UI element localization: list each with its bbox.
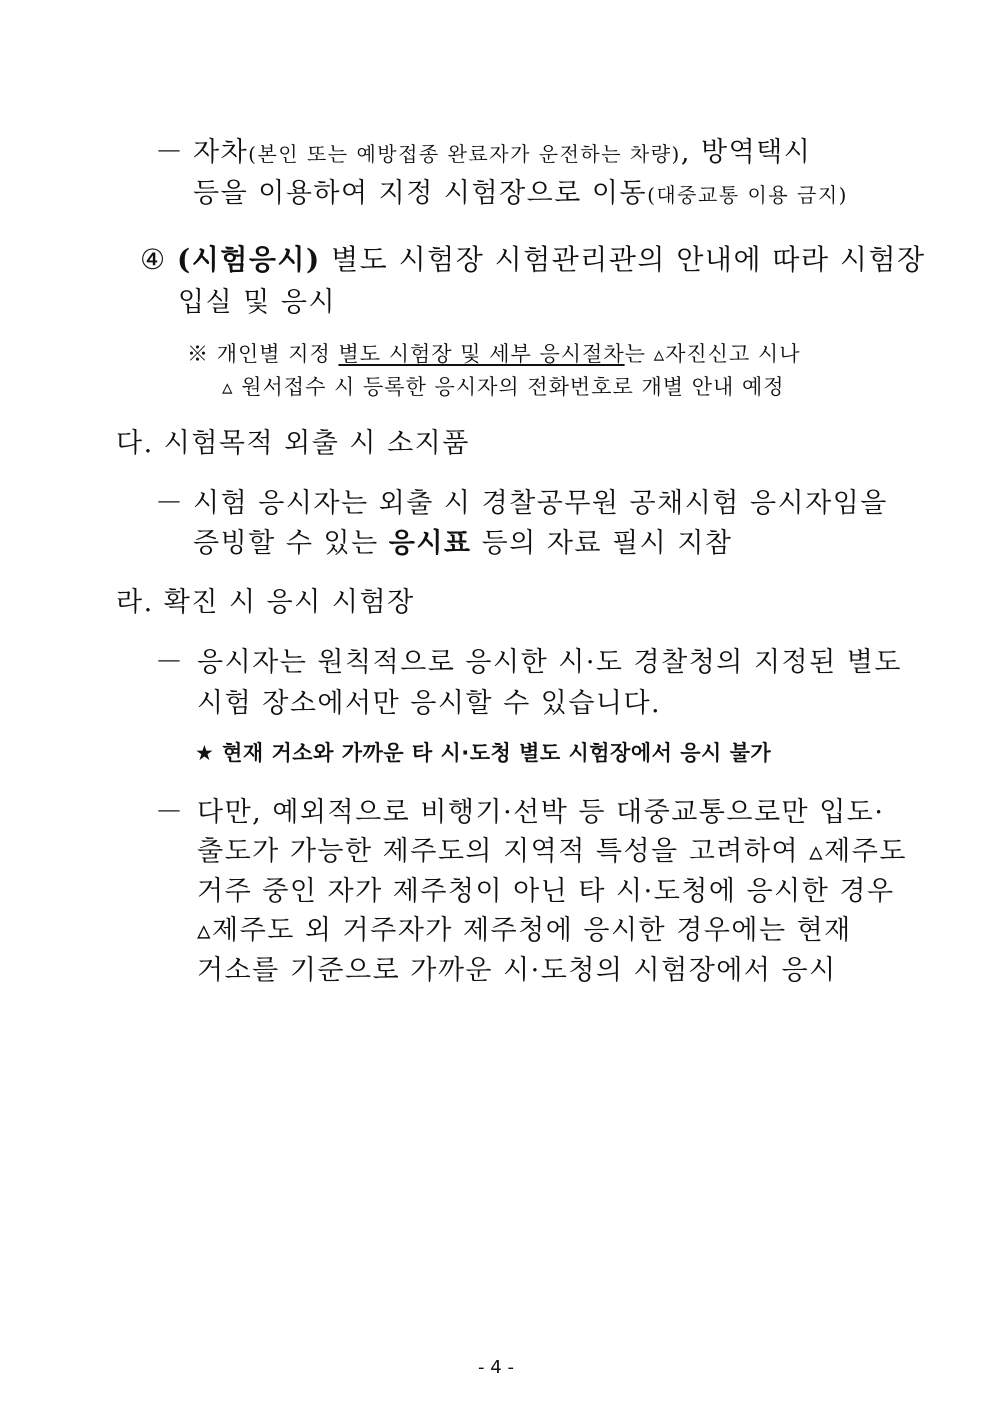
text-span: , 방역택시 xyxy=(680,137,812,168)
paragraph-line: 거소를 기준으로 가까운 시·도청의 시험장에서 응시 xyxy=(197,955,837,986)
paragraph-line: 거주 중인 자가 제주청이 아닌 타 시·도청에 응시한 경우 xyxy=(197,876,895,907)
paragraph-line: 출도가 가능한 제주도의 지역적 특성을 고려하여 ▵제주도 xyxy=(197,836,907,867)
section-heading: 다. 시험목적 외출 시 소지품 xyxy=(116,428,470,459)
star-note: ★ 현재 거소와 가까운 타 시·도청 별도 시험장에서 응시 불가 xyxy=(195,741,772,765)
paragraph-line: ▵제주도 외 거주자가 제주청에 응시한 경우에는 현재 xyxy=(197,915,852,946)
section-heading: 라. 확진 시 응시 시험장 xyxy=(116,587,415,618)
paragraph-line: 시험 장소에서만 응시할 수 있습니다. xyxy=(197,688,662,719)
list-dash: － xyxy=(155,135,184,168)
paragraph-line xyxy=(193,130,811,169)
list-dash: － xyxy=(155,795,184,828)
text-span: 별도 시험장 시험관리관의 안내에 따라 시험장 xyxy=(320,243,926,276)
circled-number-four: ④ xyxy=(140,243,167,276)
note-line: ▵ 원서접수 시 등록한 응시자의 전화번호로 개별 안내 예정 xyxy=(222,375,785,399)
text-span-small: (대중교통 이용 금지) xyxy=(647,183,848,207)
list-dash: － xyxy=(155,645,184,678)
list-dash: － xyxy=(155,486,184,519)
text-span: 개인별 지정 xyxy=(216,342,339,366)
paragraph-line: 시험 응시자는 외출 시 경찰공무원 공채시험 응시자임을 xyxy=(193,488,888,519)
underlined-text: 별도 시험장 및 세부 응시절차 xyxy=(338,342,625,366)
paragraph-line xyxy=(140,238,926,278)
paragraph-line: 입실 및 응시 xyxy=(178,287,337,318)
note-line xyxy=(187,338,801,368)
reference-mark: ※ xyxy=(187,342,209,366)
paragraph-line: 다만, 예외적으로 비행기·선박 등 대중교통으로만 입도· xyxy=(197,797,885,828)
text-span: 등의 자료 필시 지참 xyxy=(471,528,733,559)
bold-text: 응시표 xyxy=(388,528,472,559)
item-heading: (시험응시) xyxy=(177,243,321,276)
text-span: 등을 이용하여 지정 시험장으로 이동 xyxy=(193,178,648,209)
page-number: - 4 - xyxy=(478,1357,514,1378)
text-span: 증빙할 수 있는 xyxy=(193,528,389,559)
text-span-small: (본인 또는 예방접종 완료자가 운전하는 차량) xyxy=(248,142,681,166)
text-span: 는 ▵자진신고 시나 xyxy=(624,342,801,366)
paragraph-line: 응시자는 원칙적으로 응시한 시·도 경찰청의 지정된 별도 xyxy=(197,647,902,678)
text-span: 자차 xyxy=(193,137,249,168)
paragraph-line xyxy=(193,171,848,210)
paragraph-line xyxy=(193,521,733,560)
